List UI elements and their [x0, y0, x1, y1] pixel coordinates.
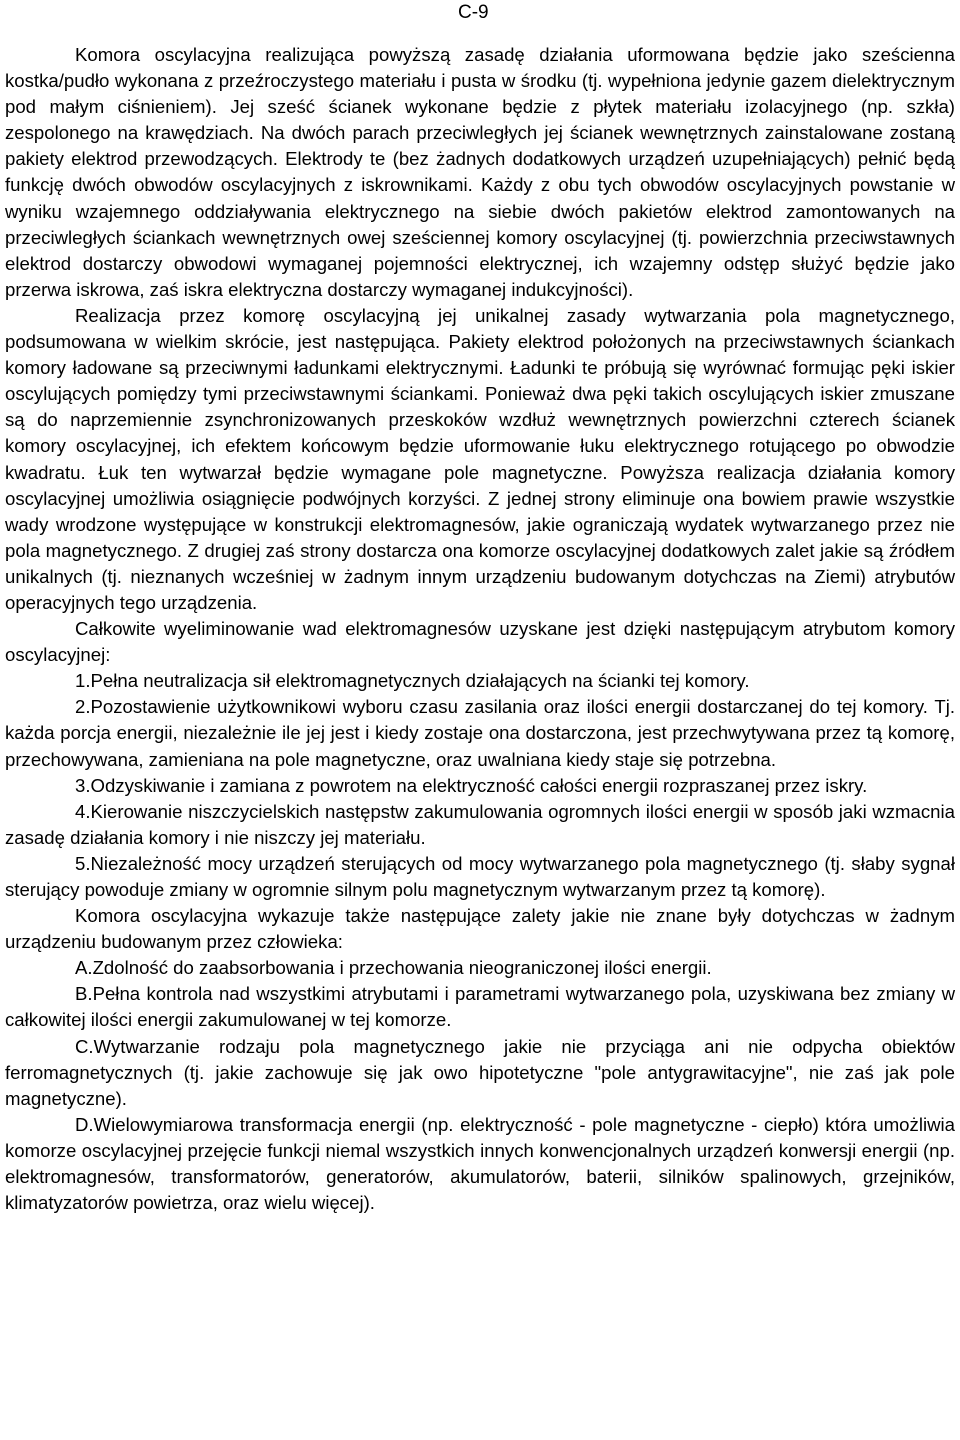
lettered-list-item: B.Pełna kontrola nad wszystkimi atrybutami i parametrami wytwarzanego pola, uzyskiwana bez zmiany w całkowitej ilości energii zakumulowanej w tej komorze. [5, 983, 955, 1031]
document-body [5, 42, 955, 1216]
numbered-list-item: 5.Niezależność mocy urządzeń sterujących od mocy wytwarzanego pola magnetycznego (tj. słaby sygnał sterujący powoduje zmiany w ogromnie silnym polu magnetycznym wytwarzanym przez tą komorę). [5, 852, 955, 900]
numbered-list-item: 1.Pełna neutralizacja sił elektromagnetycznych działających na ścianki tej komory. [75, 670, 750, 692]
paragraph: Komora oscylacyjna realizująca powyższą zasadę działania uformowana będzie jako sześcienna kostka/pudło wykonana z przeźroczystego materiału i pusta w środku (tj. wypełniona jedynie gazem dielektrycznym pod małym ciśnieniem). Jej sześć ścianek wykonane będzie z płytek materiału izolacyjnego (np. szkła) zespolonego na krawędziach. Na dwóch parach przeciwległych jej ścianek wewnętrznych zainstalowane zostaną pakiety elektrod przewodzących. Elektrody te (bez żadnych dodatkowych urządzeń uzupełniających) pełnić będą funkcję dwóch obwodów oscylacyjnych z iskrownikami. Każdy z obu tych obwodów oscylacyjnych powstanie w wyniku wzajemnego oddziaływania elektrycznego na siebie dwóch pakietów elektrod zamontowanych na przeciwległych ściankach wewnętrznych owej sześciennej komory oscylacyjnej (tj. powierzchnia przeciwstawnych elektrod dostarczy obwodowi wymaganej pojemności elektrycznej, ich wzajemny odstęp służyć będzie jako przerwa iskrowa, zaś iskra elektryczna dostarczy wymaganej indukcyjności). [5, 44, 955, 300]
page-number: C-9 [458, 2, 489, 23]
lettered-list-item: A.Zdolność do zaabsorbowania i przechowania nieograniczonej ilości energii. [75, 957, 712, 979]
paragraph: Całkowite wyeliminowanie wad elektromagnesów uzyskane jest dzięki następującym atrybutom komory oscylacyjnej: [5, 618, 955, 666]
paragraph: Realizacja przez komorę oscylacyjną jej unikalnej zasady wytwarzania pola magnetycznego, podsumowana w wielkim skrócie, jest następująca. Pakiety elektrod położonych na przeciwstawnych ściankach komory ładowane są przeciwnymi ładunkami elektrycznymi. Ładunki te próbują się wyrównać formując pęki iskier oscylujących pomiędzy tymi przeciwstawnymi ściankami. Ponieważ dwa pęki takich oscylujących iskier zmuszane są do naprzemiennie zsynchronizowanych przeskoków wzdłuż wewnętrznych powierzchni czterech ścianek komory oscylacyjnej, ich efektem końcowym będzie uformowanie łuku elektrycznego rotującego po obwodzie kwadratu. Łuk ten wytwarzał będzie wymagane pole magnetyczne. Powyższa realizacja działania komory oscylacyjnej umożliwia osiągnięcie podwójnych korzyści. Z jednej strony eliminuje ona bowiem prawie wszystkie wady wrodzone występujące w konstrukcji elektromagnesów, jakie ograniczają wydatek wytwarzanego przez nie pola magnetycznego. Z drugiej zaś strony dostarcza ona komorze oscylacyjnej dodatkowych zalet jakie są źródłem unikalnych (tj. nieznanych wcześniej w żadnym innym urządzeniu budowanym dotychczas na Ziemi) atrybutów operacyjnych tego urządzenia. [5, 304, 955, 613]
lettered-list-item: D.Wielowymiarowa transformacja energii (np. elektryczność - pole magnetyczne - ciepło) która umożliwia komorze oscylacyjnej przejęcie funkcji niemal wszystkich innych konwencjonalnych urządzeń konwersji energii (np. elektromagnesów, transformatorów, generatorów, akumulatorów, baterii, silników spalinowych, grzejników, klimatyzatorów powietrza, oraz wielu więcej). [5, 1113, 955, 1214]
numbered-list-item: 3.Odzyskiwanie i zamiana z powrotem na elektryczność całości energii rozpraszanej przez iskry. [75, 774, 868, 796]
numbered-list-item: 2.Pozostawienie użytkownikowi wyboru czasu zasilania oraz ilości energii dostarczanej do tej komory. Tj. każda porcja energii, niezależnie ile jej jest i kiedy zostaje ona dostarczona, jest przechwytywana przez tą komorę, przechowywana, zamieniana na pole magnetyczne, oraz uwalniana kiedy staje się potrzebna. [5, 696, 955, 770]
paragraph: Komora oscylacyjna wykazuje także następujące zalety jakie nie znane były dotychczas w żadnym urządzeniu budowanym przez człowieka: [5, 905, 955, 953]
numbered-list-item: 4.Kierowanie niszczycielskich następstw zakumulowania ogromnych ilości energii w sposób jaki wzmacnia zasadę działania komory i nie niszczy jej materiału. [5, 800, 955, 848]
lettered-list-item: C.Wytwarzanie rodzaju pola magnetycznego jakie nie przyciąga ani nie odpycha obiektów ferromagnetycznych (tj. jakie zachowuje się jak owo hipotetyczne "pole antygrawitacyjne", nie zaś jak pole magnetyczne). [5, 1035, 955, 1109]
